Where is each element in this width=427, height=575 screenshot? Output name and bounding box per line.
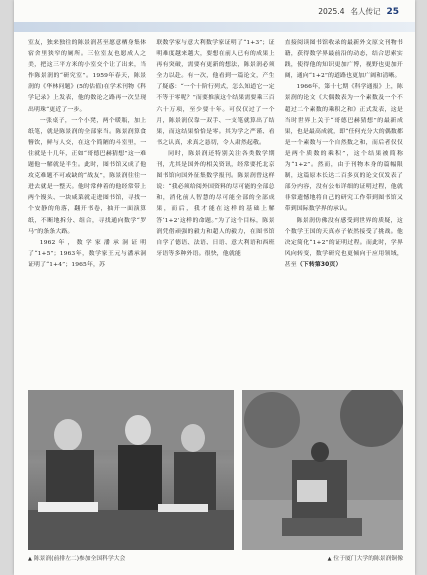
paragraph: 直接阅读图书馆收录的最新外文原文刊物书籍，获得数学界最前沿的动态，结合思索实践，使得他的知识更加广博，视野也更加开阔，通向“1+2”的道路也更加广阔和清晰。 bbox=[284, 40, 403, 80]
issue-number: 2025.4 bbox=[318, 7, 345, 16]
article-body bbox=[28, 38, 403, 373]
paragraph: 1962年，数学家潘承洞证明了“1+5”；1963年，数学家王元与潘承洞证明了“1+4”；1965年，苏 bbox=[28, 239, 147, 268]
caption-right bbox=[328, 553, 403, 562]
paragraph-text: 陈景润仿佛没有感受到世界的质疑，这个数学王国的天真赤子依然接受了挑战。他决定简化“1+2”的证明过程。而此时，学界风向转变，数学研究也更倾向于应用领域，甚至 bbox=[284, 217, 403, 268]
triangle-icon: ▲ bbox=[28, 556, 32, 562]
issue-info bbox=[318, 6, 399, 17]
paragraph: 室友，独来独往的陈景润甚至愿意栖身集体宿舍里狭窄的厕所。三位室友也愿成人之美，把这三平方米的小室交个让了出来，当作陈景润的“研究室”。1959年春天，陈景润的《华林问题》(5的估值)在学术刊物《科学记录》上发表，他的数论之路再一次呈现出明珠“更近了一步。 bbox=[28, 40, 147, 113]
triangle-icon: ▲ bbox=[327, 556, 332, 562]
column-3 bbox=[285, 38, 403, 373]
page-header bbox=[14, 0, 415, 36]
caption-right-text: 位于厦门大学的陈景润铜像 bbox=[333, 556, 403, 562]
header-band bbox=[14, 22, 415, 32]
column-1 bbox=[28, 38, 146, 373]
caption-left-text: 陈景润(前排左二)参加全国科学大会 bbox=[33, 556, 126, 562]
photo-science-conference bbox=[28, 390, 234, 550]
paragraph: 同时，陈景润还特别关注各类数学期刊，尤其是国外的相关资讯，经常要托北京图书馆向国外征集数学报刊。陈景润曾这样说：“我必须给阅外国资料的尽可能的全部总和，消化前人智慧的尽可能全部的全部成果，而后，我才能在这样的基础上解答‘1+2’这样的命题。”为了这个目标，陈景润凭借顽强的毅力和超人的毅力，在图书馆自学了德语、法语、日语、意大利语和西班牙语等多种外语。很快，他就能 bbox=[156, 150, 275, 257]
statue-photo-image bbox=[242, 390, 403, 550]
column-2 bbox=[156, 38, 274, 373]
paragraph: 1966年，第十七期《科学通报》上，陈景润的论文《大偶数表为一个素数及一个不超过二个素数的乘积之和》正式发表，这是当时世界上关于“哥德巴赫猜想”的最新成果，也是最高成就，即“任何充分大的偶数都是一个素数与一个自然数之和，而后者仅仅是两个质数的乘积”，这个结果被简称为“1+2”。然而，由于刊物本身的篇幅限制，这篇原本长达二百多页的论文仅发表了部分内容，没有公布详细的证明过程，他就非常遗憾地将自己的研究工作带到图书馆又带到国际数学界的承认。 bbox=[284, 84, 403, 213]
column-title: 名人传记 bbox=[350, 7, 381, 16]
paragraph bbox=[285, 216, 403, 271]
page-number: 25 bbox=[386, 7, 399, 17]
caption-left bbox=[28, 553, 125, 562]
conference-photo-image bbox=[28, 390, 234, 550]
magazine-page bbox=[14, 0, 415, 575]
continued-note: （下转第30页） bbox=[296, 261, 342, 268]
photo-captions bbox=[28, 553, 403, 562]
photo-row bbox=[28, 390, 403, 550]
paragraph: 联数学家与意大利数学家证明了“1+3”；证明难度越来越大，要想在前人已有的成果上再有突破，需要有更新的想法，陈景润必须全力以赴。有一次，他看到一篇论文，产生了疑惑：“一个十阶行列式，怎么知道它一定不等于零呢？”而要推演这个结果需要乘三百六十万项，至少要十年。可仅仅过了一个月，陈景润仅靠一双手、一支笔就算出了结果，而这结果恰恰是零。其为学之严谨、看书之认真，求真之恳切，令人肃然起敬。 bbox=[156, 40, 275, 146]
photo-bronze-statue bbox=[242, 390, 403, 550]
paragraph: 一张桌子，一个小凳，两个暖瓶，加上纸笔，就是陈景润的全部家当。陈景润算食簪饮，鲜与人交，在这个简陋的斗室里，一住就是十几年，正如“哥德巴赫猜想”这一难题他一解就是半生。此时，图书馆又成了他攻克难题不可或缺的“战友”，陈景润往往一进去就是一整天。他时常伸着的他经常带上两个馒头、一块咸菜就走进图书馆，寻找一个安静的角落，翻开书卷，抽开一面演算纸，不断地拆分、组合，寻找通向数学“罗马”的条条大路。 bbox=[28, 117, 147, 235]
